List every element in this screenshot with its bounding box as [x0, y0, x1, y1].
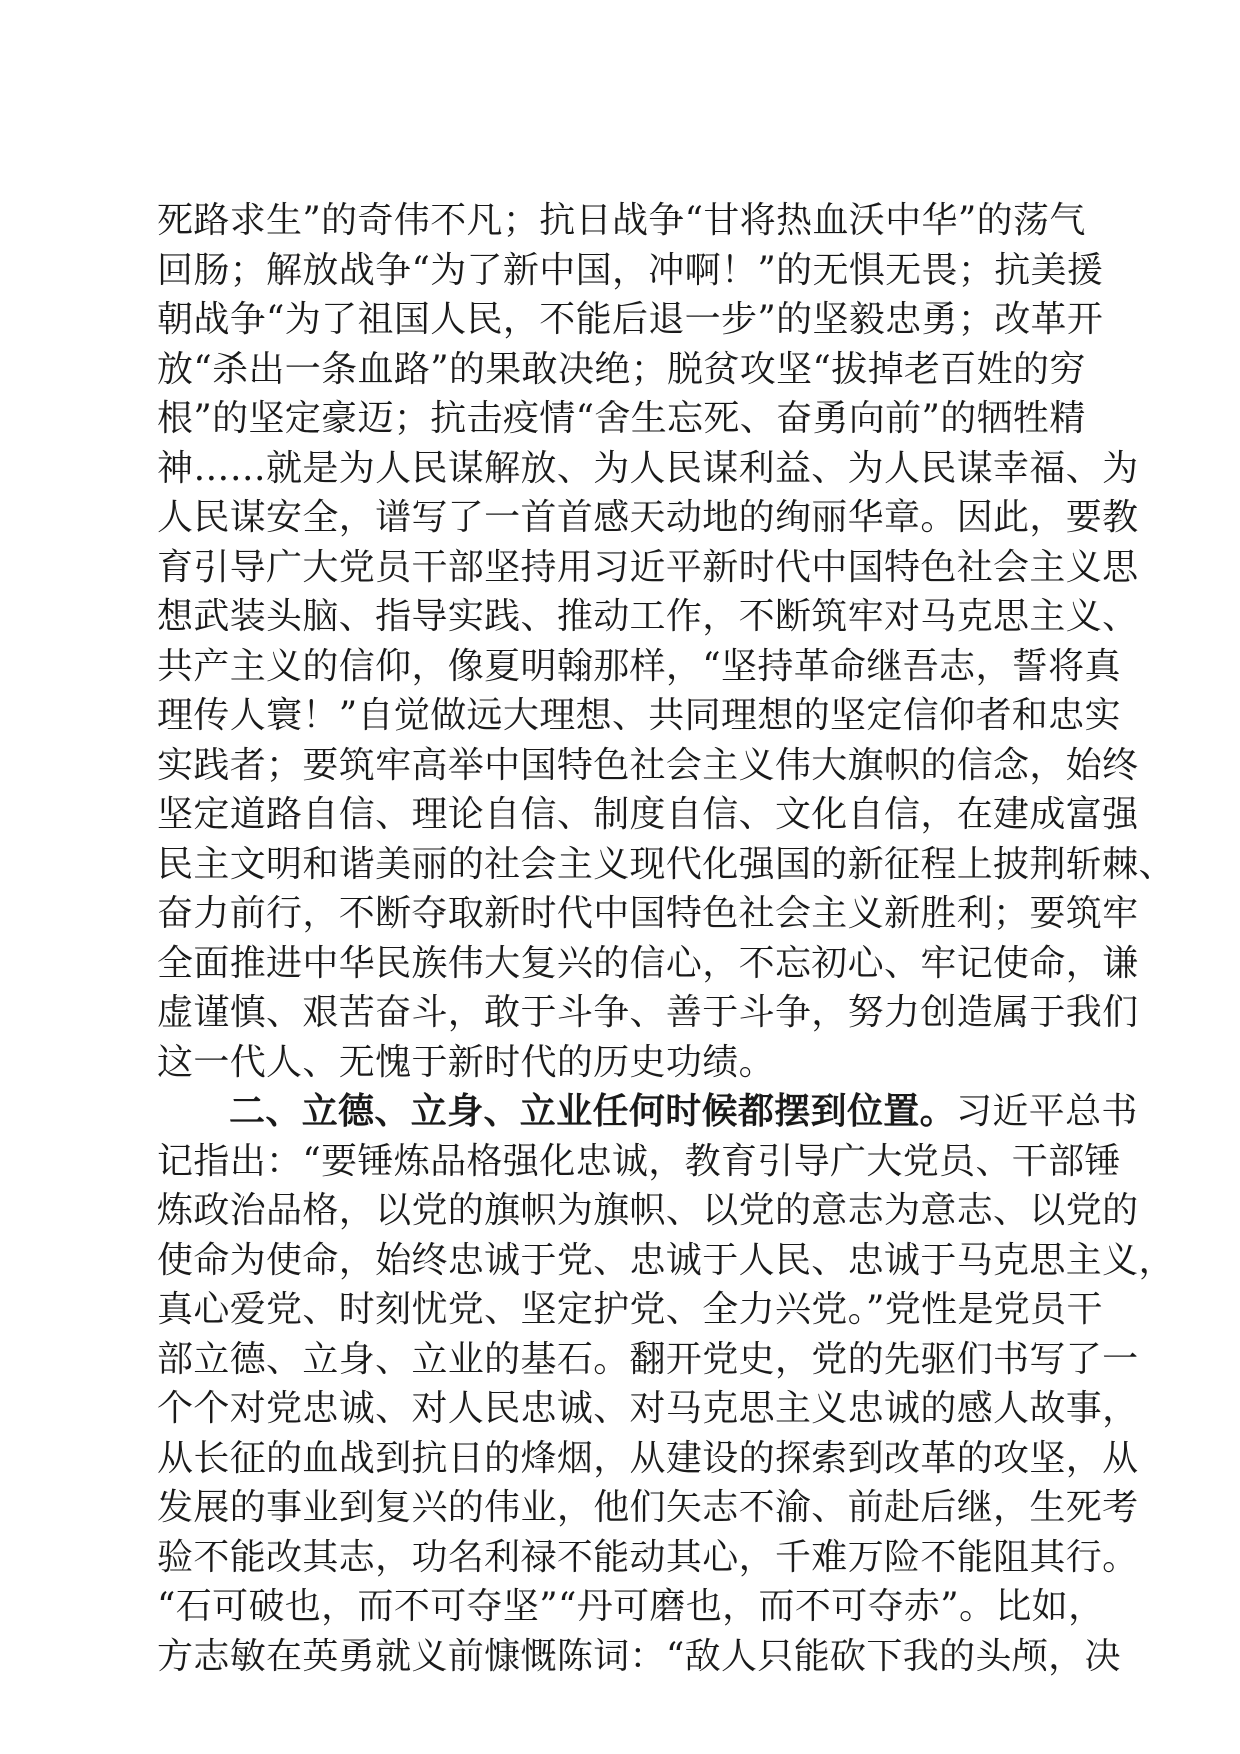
text-line: 共产主义的信仰，像夏明翰那样，“坚持革命继吾志，誓将真: [157, 645, 1121, 687]
text-line: 记指出：“要锤炼品格强化忠诚，教育引导广大党员、干部锤: [157, 1140, 1121, 1182]
text-line: 放“杀出一条血路”的果敢决绝；脱贫攻坚“拔掉老百姓的穷: [157, 348, 1086, 390]
text-line: 真心爱党、时刻忧党、坚定护党、全力兴党。”党性是党员干: [157, 1289, 1103, 1330]
text-line: 使命为使命，始终忠诚于党、忠诚于人民、忠诚于马克思主义，: [157, 1239, 1175, 1281]
text-line: 神……就是为人民谋解放、为人民谋利益、为人民谋幸福、为: [157, 447, 1139, 489]
text-line: 炼政治品格，以党的旗帜为旗帜、以党的意志为意志、以党的: [157, 1190, 1139, 1231]
text-line: 个个对党忠诚、对人民忠诚、对马克思主义忠诚的感人故事，: [157, 1388, 1139, 1429]
text-line: 死路求生”的奇伟不凡；抗日战争“甘将热血沃中华”的荡气: [157, 200, 1086, 241]
heading-line-rest: 习近平总书: [956, 1091, 1138, 1132]
text-line: 验不能改其志，功名利禄不能动其心，千难万险不能阻其行。: [157, 1536, 1139, 1578]
section-heading: 二、立德、立身、立业任何时候都摆到位置。: [229, 1091, 957, 1132]
text-line: 全面推进中华民族伟大复兴的信心，不忘初心、牢记使命，谦: [157, 942, 1139, 984]
text-line: 朝战争“为了祖国人民，不能后退一步”的坚毅忠勇；改革开: [157, 299, 1104, 340]
text-line: 回肠；解放战争“为了新中国，冲啊！”的无惧无畏；抗美援: [157, 249, 1104, 291]
text-line: 发展的事业到复兴的伟业，他们矢志不渝、前赴后继，生死考: [157, 1487, 1139, 1528]
text-line: “石可破也，而不可夺坚”“丹可磨也，而不可夺赤”。比如，: [157, 1586, 1105, 1627]
text-line: 奋力前行，不断夺取新时代中国特色社会主义新胜利；要筑牢: [157, 893, 1139, 934]
text-line: 人民谋安全，谱写了一首首感天动地的绚丽华章。因此，要教: [157, 497, 1139, 538]
text-line: 虚谨慎、艰苦奋斗，敢于斗争、善于斗争，努力创造属于我们: [157, 992, 1139, 1033]
text-line: 想武装头脑、指导实践、推动工作，不断筑牢对马克思主义、: [157, 596, 1139, 637]
text-line: 理传人寰！”自觉做远大理想、共同理想的坚定信仰者和忠实: [157, 695, 1121, 736]
text-line: 部立德、立身、立业的基石。翻开党史，党的先驱们书写了一: [157, 1338, 1139, 1380]
text-line: 从长征的血战到抗日的烽烟，从建设的探索到改革的攻坚，从: [157, 1437, 1139, 1479]
text-line: 实践者；要筑牢高举中国特色社会主义伟大旗帜的信念，始终: [157, 744, 1139, 786]
text-line: 这一代人、无愧于新时代的历史功绩。: [157, 1041, 775, 1083]
text-line: 方志敏在英勇就义前慷慨陈词：“敌人只能砍下我的头颅，决: [157, 1635, 1121, 1677]
body-text: [157, 196, 1175, 1681]
text-line: 根”的坚定豪迈；抗击疫情“舍生忘死、奋勇向前”的牺牲精: [157, 398, 1086, 439]
text-line: 育引导广大党员干部坚持用习近平新时代中国特色社会主义思: [157, 546, 1139, 588]
section-heading-line: [157, 1087, 1138, 1137]
text-line: 民主文明和谐美丽的社会主义现代化强国的新征程上披荆斩棘、: [157, 843, 1175, 885]
text-line: 坚定道路自信、理论自信、制度自信、文化自信，在建成富强: [157, 794, 1139, 835]
